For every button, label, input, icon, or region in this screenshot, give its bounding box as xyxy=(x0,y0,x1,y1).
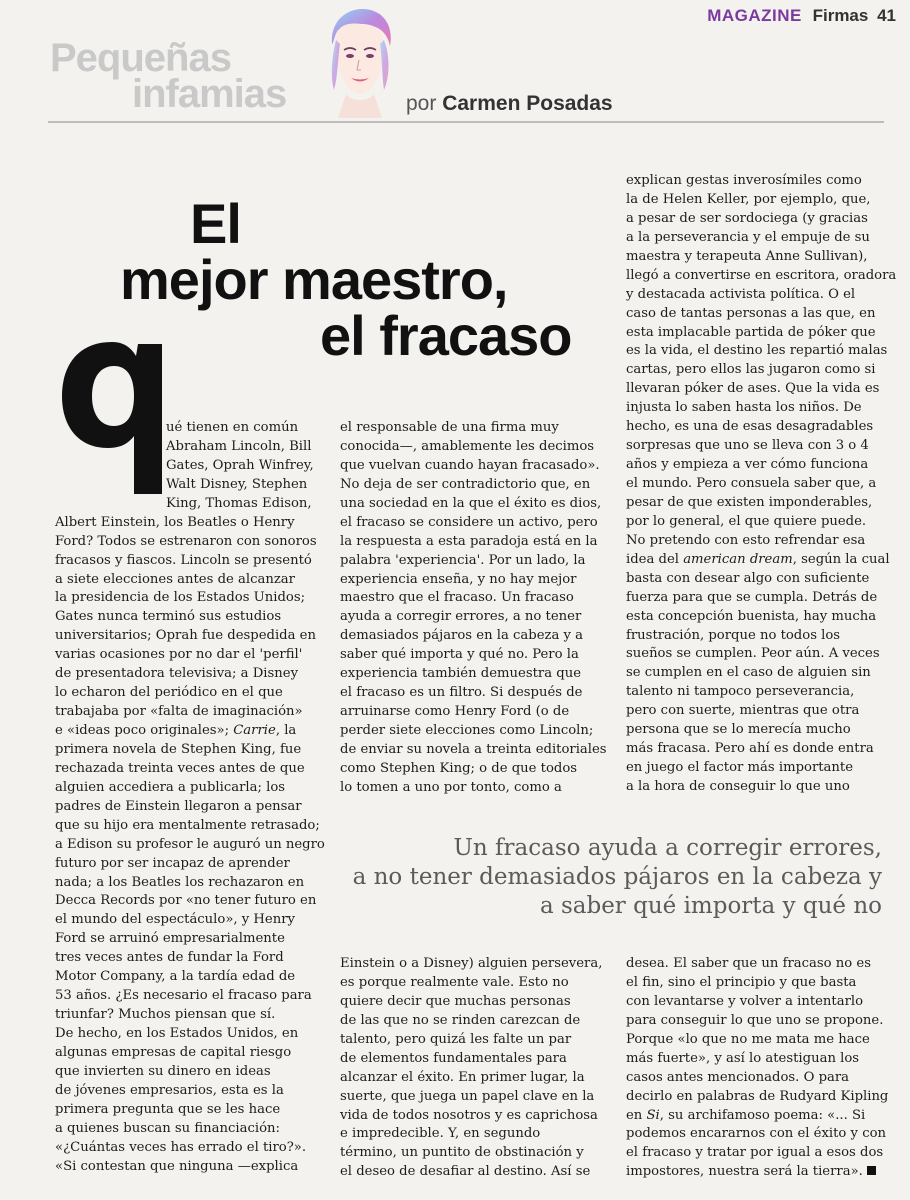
byline-author: Carmen Posadas xyxy=(442,92,613,115)
text-line: pero con suerte, mientras que otra xyxy=(626,703,860,719)
italic-title: Carrie xyxy=(233,723,276,738)
text-line: a quienes buscan su financiación: xyxy=(55,1120,280,1136)
text-line: talento ni tampoco perseverancia, xyxy=(626,684,855,700)
text-line xyxy=(626,551,896,570)
text-span: en xyxy=(626,1107,647,1123)
italic-term: american dream xyxy=(683,551,793,567)
text-line: el mundo. Pero consuela saber que, a xyxy=(626,476,877,491)
text-line: la de Helen Keller, por ejemplo, que, xyxy=(626,191,871,207)
headline-line2: mejor maestro, xyxy=(120,248,508,311)
text-line: podemos encararnos con el éxito y con xyxy=(626,1126,887,1142)
text-line: a siete elecciones antes de alcanzar xyxy=(55,571,295,587)
text-line: e impredecible. Y, en segundo xyxy=(340,1126,541,1142)
text-line: esta concepción buenista, hay mucha xyxy=(626,608,877,624)
text-line: cartas, pero ellos las jugaron como si xyxy=(626,362,876,378)
text-line: el fin, sino el principio y que basta xyxy=(626,974,857,990)
text-line: de jóvenes empresarios, esta es la xyxy=(55,1082,284,1098)
text-line: rechazada treinta veces antes de que xyxy=(55,760,305,776)
text-line: hecho, es una de esas desagradables xyxy=(626,419,874,435)
text-line: alcanzar el éxito. En primer lugar, la xyxy=(340,1069,585,1085)
text-line: con levantarse y volver a intentarlo xyxy=(626,993,864,1009)
text-line: la respuesta a esta paradoja está en la xyxy=(340,533,598,549)
article-column-2-top xyxy=(340,419,607,798)
column-title-line2: infamias xyxy=(132,72,287,116)
text-line: algunas empresas de capital riesgo xyxy=(55,1044,292,1060)
text-line: «¿Cuántas veces has errado el tiro?». xyxy=(55,1139,307,1155)
text-line: a pesar de ser sordociega (y gracias xyxy=(626,210,868,226)
text-line: De hecho, en los Estados Unidos, en xyxy=(55,1026,299,1041)
text-line: es porque realmente vale. Esto no xyxy=(340,974,569,990)
page-number: 41 xyxy=(877,6,896,25)
text-span: , según la cual xyxy=(792,551,890,567)
text-line: años y empieza a ver cómo funciona xyxy=(626,457,869,473)
header-rule xyxy=(48,121,884,123)
text-line: futuro por ser incapaz de aprender xyxy=(55,855,290,871)
text-line: lo tomen a uno por tonto, como a xyxy=(340,779,562,795)
text-line: basta con desear algo con suficiente xyxy=(626,570,870,586)
text-line: que vuelvan cuando hayan fracasado». xyxy=(340,457,600,473)
text-line: para conseguir lo que uno se propone. xyxy=(626,1012,884,1028)
text-line: en juego el factor más importante xyxy=(626,760,854,776)
text-line: triunfar? Muchos piensan que sí. xyxy=(55,1007,276,1023)
article-column-3-top xyxy=(626,172,896,797)
text-line: la presidencia de los Estados Unidos; xyxy=(55,590,306,606)
text-line: King, Thomas Edison, xyxy=(166,495,312,511)
text-line: persona que se lo merecía mucho xyxy=(626,722,851,738)
text-line: padres de Einstein llegaron a pensar xyxy=(55,798,302,814)
article-column-3-bottom xyxy=(626,955,888,1182)
text-line: varias ocasiones por no dar el 'perfil' xyxy=(55,647,303,663)
text-line: de enviar su novela a treinta editoriales xyxy=(340,741,607,757)
text-line: a la hora de conseguir lo que uno xyxy=(626,779,850,794)
text-line: maestro que el fracaso. Un fracaso xyxy=(340,590,574,606)
text-line: 53 años. ¿Es necesario el fracaso para xyxy=(55,988,312,1004)
text-line: alguien accediera a publicarla; los xyxy=(55,779,286,795)
magazine-label: MAGAZINE xyxy=(707,6,802,25)
text-line: el fracaso es un filtro. Si después de xyxy=(340,685,583,701)
text-line: explican gestas inverosímiles como xyxy=(626,173,862,188)
text-line: fracasos y fiascos. Lincoln se presentó xyxy=(55,552,312,568)
italic-poem-title: Si xyxy=(646,1107,660,1123)
text-line xyxy=(626,1107,888,1126)
text-line: se cumplen en el caso de alguien sin xyxy=(626,665,871,681)
text-line: suerte, que juega un papel clave en la xyxy=(340,1088,595,1104)
text-span: idea del xyxy=(626,551,684,567)
text-line: conocida—, amablemente les decimos xyxy=(340,438,595,454)
end-of-article-mark xyxy=(867,1166,876,1175)
text-line: pesar de que existen imponderables, xyxy=(626,494,873,510)
text-line: caso de tantas personas a las que, en xyxy=(626,305,876,321)
author-portrait-illustration xyxy=(322,6,398,118)
text-span: , su archifamoso poema: «... Si xyxy=(659,1107,866,1123)
text-line: sorpresas que uno se lleva con 3 o 4 xyxy=(626,438,869,454)
text-line: trabajaba por «falta de imaginación» xyxy=(55,704,303,720)
text-line: es la vida, el destino les repartió malas xyxy=(626,343,888,359)
text-line: frustración, porque no todos los xyxy=(626,627,841,643)
text-line: Ford? Todos se estrenaron con sonoros xyxy=(55,533,317,549)
text-line: arruinarse como Henry Ford (o de xyxy=(340,704,570,720)
text-line: el mundo del espectáculo», y Henry xyxy=(55,912,295,928)
text-line: Gates, Oprah Winfrey, xyxy=(166,457,314,473)
text-line: casos antes mencionados. O para xyxy=(626,1069,850,1085)
text-line: tres veces antes de fundar la Ford xyxy=(55,950,284,966)
text-line: llegó a convertirse en escritora, oradora xyxy=(626,267,897,283)
text-line: Walt Disney, Stephen xyxy=(166,476,308,492)
text-line: primera pregunta que se les hace xyxy=(55,1101,281,1117)
text-line: más fracasa. Pero ahí es donde entra xyxy=(626,741,874,757)
text-line: No deja de ser contradictorio que, en xyxy=(340,476,591,492)
text-line: ayuda a corregir errores, a no tener xyxy=(340,609,582,625)
text-line: demasiados pájaros en la cabeza y a xyxy=(340,628,584,644)
text-line: nada; a los Beatles los rechazaron en xyxy=(55,874,305,890)
text-line: primera novela de Stephen King, fue xyxy=(55,741,302,757)
text-line: de presentadora televisiva; a Disney xyxy=(55,666,299,682)
text-span: impostores, nuestra será la tierra». xyxy=(626,1164,863,1180)
text-line: perder siete elecciones como Lincoln; xyxy=(340,723,594,738)
text-line: que su hijo era mentalmente retrasado; xyxy=(55,817,320,833)
page-header xyxy=(707,6,896,26)
text-line: sueños se cumplen. Peor aún. A veces xyxy=(626,646,880,662)
text-line: Gates nunca terminó sus estudios xyxy=(55,609,282,625)
text-span: , la xyxy=(275,723,297,738)
text-line: Einstein o a Disney) alguien persevera, xyxy=(340,956,603,971)
text-line: Albert Einstein, los Beatles o Henry xyxy=(55,514,295,530)
text-line xyxy=(626,1163,888,1182)
text-line: maestra y terapeuta Anne Sullivan), xyxy=(626,248,868,264)
article-headline xyxy=(100,192,590,367)
text-line: y destacada activista política. O el xyxy=(626,286,856,302)
text-line: más fuerte», y así lo atestiguan los xyxy=(626,1050,860,1066)
text-line: injusta lo saben hasta los niños. De xyxy=(626,400,862,416)
text-line: Ford se arruinó empresarialmente xyxy=(55,931,285,947)
byline-prefix: por xyxy=(406,92,437,115)
text-line: desea. El saber que un fracaso no es xyxy=(626,956,871,971)
text-line: Abraham Lincoln, Bill xyxy=(166,438,312,454)
text-line: No pretendo con esto refrendar esa xyxy=(626,532,866,548)
text-line: esta implacable partida de póker que xyxy=(626,324,876,340)
text-line: lo echaron del periódico en el que xyxy=(55,685,283,701)
text-line: talento, pero quizá les falte un par xyxy=(340,1031,572,1047)
text-line: que invierten su dinero en ideas xyxy=(55,1063,271,1079)
text-line: experiencia enseña, y no hay mejor xyxy=(340,571,577,587)
text-line: como Stephen King; o de que todos xyxy=(340,760,578,776)
text-line: universitarios; Oprah fue despedida en xyxy=(55,628,316,644)
byline xyxy=(406,92,613,116)
text-line: ué tienen en común xyxy=(166,420,299,435)
text-line: el responsable de una firma muy xyxy=(340,420,559,435)
text-line: el fracaso se considere un activo, pero xyxy=(340,514,598,530)
text-span: e «ideas poco originales»; xyxy=(55,723,234,738)
headline-line1: El xyxy=(190,192,241,255)
column-title-line1: Pequeñas xyxy=(50,36,231,80)
text-line: a Edison su profesor le auguró un negro xyxy=(55,836,325,852)
text-line: llevaran póker de ases. Que la vida es xyxy=(626,381,880,397)
text-line: fuerza para que se cumpla. Detrás de xyxy=(626,589,878,605)
pull-quote-line3: a saber qué importa y qué no xyxy=(539,893,882,919)
pull-quote-line2: a no tener demasiados pájaros en la cabeza y xyxy=(352,864,882,890)
headline-line3: el fracaso xyxy=(320,304,572,367)
text-line: «Si contestan que ninguna —explica xyxy=(55,1158,299,1174)
text-line: Porque «lo que no me mata me hace xyxy=(626,1031,870,1047)
text-line: Decca Records por «no tener futuro en xyxy=(55,893,317,909)
text-line: el fracaso y tratar por igual a esos dos xyxy=(626,1145,884,1161)
article-column-2-bottom xyxy=(340,955,602,1182)
text-line xyxy=(55,722,325,741)
pull-quote-line1: Un fracaso ayuda a corregir errores, xyxy=(453,835,882,861)
text-line: decirlo en palabras de Rudyard Kipling xyxy=(626,1088,889,1104)
text-line: saber qué importa y qué no. Pero la xyxy=(340,647,579,663)
text-line: de las que no se rinden carezcan de xyxy=(340,1012,581,1028)
column-title xyxy=(50,36,287,116)
text-line: término, un puntito de obstinación y xyxy=(340,1145,584,1161)
text-line: palabra 'experiencia'. Por un lado, la xyxy=(340,552,586,568)
text-line: a la perseverancia y el empuje de su xyxy=(626,229,870,245)
pull-quote xyxy=(353,834,882,921)
text-line: experiencia también demuestra que xyxy=(340,666,581,682)
section-label: Firmas xyxy=(812,6,869,25)
text-line: el deseo de desafiar al destino. Así se xyxy=(340,1164,591,1180)
text-line: Motor Company, a la tardía edad de xyxy=(55,969,296,985)
text-line: vida de todos nosotros y es caprichosa xyxy=(340,1107,598,1123)
text-line: quiere decir que muchas personas xyxy=(340,993,571,1009)
text-line: de elementos fundamentales para xyxy=(340,1050,567,1066)
text-line: por lo general, el que quiere puede. xyxy=(626,513,867,529)
article-column-1 xyxy=(55,419,325,1177)
text-line: una sociedad en la que el éxito es dios, xyxy=(340,495,602,511)
